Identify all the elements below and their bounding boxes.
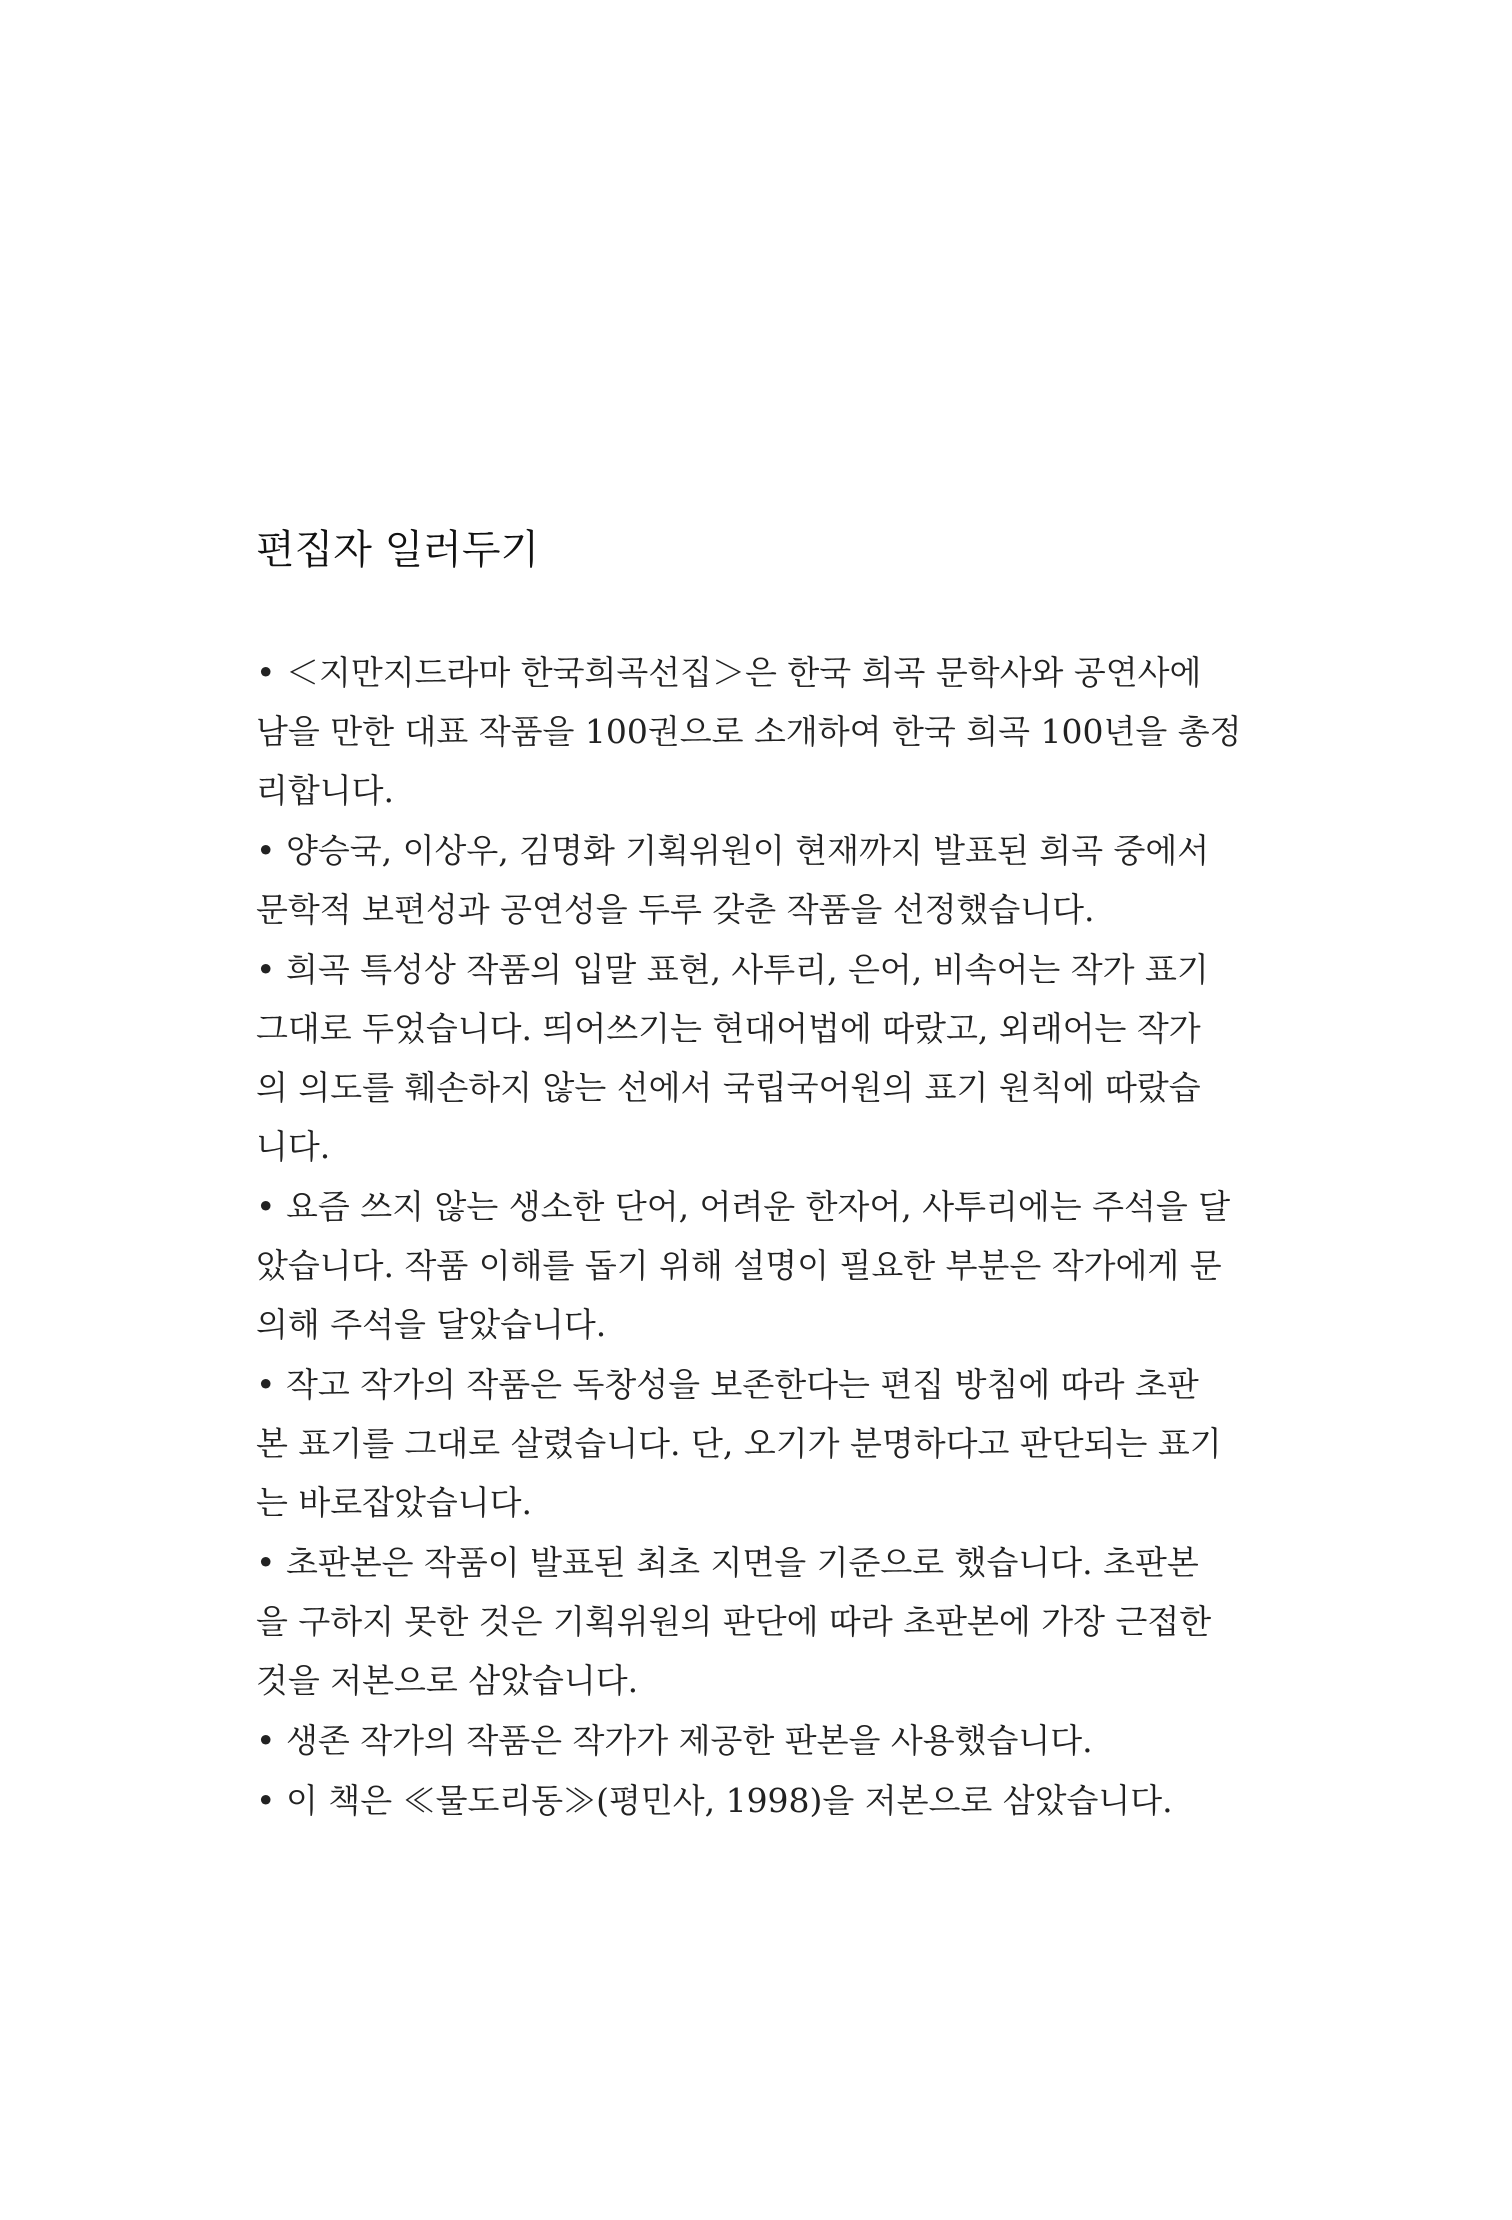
note-item xyxy=(256,1177,1231,1354)
note-line: 의해 주석을 달았습니다. xyxy=(256,1305,607,1344)
note-line: • 요즘 쓰지 않는 생소한 단어, 어려운 한자어, 사투리에는 주석을 달 xyxy=(256,1187,1231,1226)
note-line: • 이 책은 ≪물도리동≫(평민사, 1998)을 저본으로 삼았습니다. xyxy=(256,1781,1173,1820)
note-line: 았습니다. 작품 이해를 돕기 위해 설명이 필요한 부분은 작가에게 문 xyxy=(256,1246,1222,1285)
note-item xyxy=(256,821,1210,939)
note-item xyxy=(256,1533,1212,1710)
note-line: 것을 저본으로 삼았습니다. xyxy=(256,1661,639,1700)
note-line: 는 바로잡았습니다. xyxy=(256,1483,533,1522)
note-item xyxy=(256,1771,1206,1830)
note-line: • 초판본은 작품이 발표된 최초 지면을 기준으로 했습니다. 초판본 xyxy=(256,1543,1199,1582)
note-item xyxy=(256,1355,1222,1532)
note-line: 리합니다. xyxy=(256,771,395,810)
page-title: 편집자 일러두기 xyxy=(256,527,540,573)
note-item xyxy=(256,940,1209,1176)
note-line: 본 표기를 그대로 살렸습니다. 단, 오기가 분명하다고 판단되는 표기 xyxy=(256,1424,1222,1463)
note-line: 을 구하지 못한 것은 기획위원의 판단에 따라 초판본에 가장 근접한 xyxy=(256,1602,1212,1641)
note-line: • 희곡 특성상 작품의 입말 표현, 사투리, 은어, 비속어는 작가 표기 xyxy=(256,950,1209,989)
note-line: 남을 만한 대표 작품을 100권으로 소개하여 한국 희곡 100년을 총정 xyxy=(256,712,1242,751)
note-line: • 생존 작가의 작품은 작가가 제공한 판본을 사용했습니다. xyxy=(256,1721,1093,1760)
note-line: 니다. xyxy=(256,1127,331,1166)
editor-notes-list xyxy=(256,643,1242,1831)
note-line: • 양승국, 이상우, 김명화 기획위원이 현재까지 발표된 희곡 중에서 xyxy=(256,831,1210,870)
note-line: • ＜지만지드라마 한국희곡선집＞은 한국 희곡 문학사와 공연사에 xyxy=(256,653,1202,692)
note-item xyxy=(256,643,1242,820)
note-item xyxy=(256,1711,1206,1770)
note-line: 그대로 두었습니다. 띄어쓰기는 현대어법에 따랐고, 외래어는 작가 xyxy=(256,1009,1201,1048)
note-line: • 작고 작가의 작품은 독창성을 보존한다는 편집 방침에 따라 초판 xyxy=(256,1365,1199,1404)
note-line: 의 의도를 훼손하지 않는 선에서 국립국어원의 표기 원칙에 따랐습 xyxy=(256,1068,1201,1107)
note-line: 문학적 보편성과 공연성을 두루 갖춘 작품을 선정했습니다. xyxy=(256,890,1095,929)
